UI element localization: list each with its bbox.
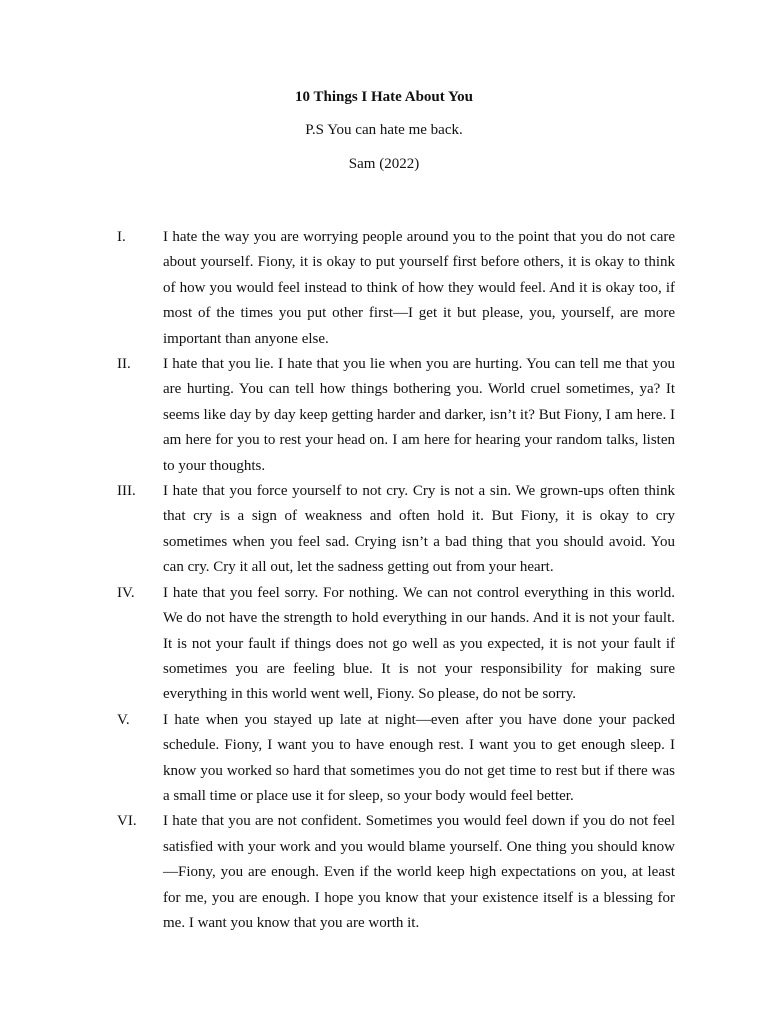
list-item-text: I hate that you lie. I hate that you lie when you are hurting. You can tell me that you are hurting. You can tell how things bothering you. World cruel sometimes, ya? It seems like day by day keep getting harder and darker, isn’t it? But Fiony, I am here. I am here for you to rest your head on. I am here for hearing your random talks, listen to your thoughts. xyxy=(163,356,675,474)
list-item xyxy=(0,708,768,810)
reasons-list xyxy=(0,225,768,936)
list-item xyxy=(0,352,768,479)
list-item-text: I hate that you are not confident. Sometimes you would feel down if you do not feel satisfied with your work and you would blame yourself. One thing you should know—Fiony, you are enough. Even if the world keep high expectations on you, at least for me, you are enough. I hope you know that your existence itself is a blessing for me. I want you know that you are worth it. xyxy=(163,813,675,931)
document-title: 10 Things I Hate About You xyxy=(295,89,473,105)
document-author: Sam (2022) xyxy=(348,156,420,172)
list-item xyxy=(0,581,768,708)
list-item-numeral: I. xyxy=(117,229,126,245)
list-item-text: I hate the way you are worrying people around you to the point that you do not care about yourself. Fiony, it is okay to put yourself first before others, it is okay to think of how you would feel instead to think of how they would feel. And it is okay too, if most of the times you put other first—I get it but please, you, yourself, are more important than anyone else. xyxy=(163,229,675,347)
list-item-numeral: II. xyxy=(117,356,131,373)
list-item-text: I hate when you stayed up late at night—even after you have done your packed schedule. Fiony, I want you to have enough rest. I want you to get enough sleep. I know you worked so hard that sometimes you do not get time to rest but if there was a small time or place use it for sleep, so your body would feel better. xyxy=(163,711,675,804)
list-item-numeral: III. xyxy=(117,483,136,500)
document-header xyxy=(0,88,768,173)
list-item-numeral: IV. xyxy=(117,584,135,601)
list-item xyxy=(0,809,768,936)
list-item-numeral: V. xyxy=(117,711,130,728)
list-item-numeral: VI. xyxy=(117,813,137,830)
list-item xyxy=(0,225,768,352)
list-item xyxy=(0,479,768,581)
list-item-text: I hate that you force yourself to not cry. Cry is not a sin. We grown-ups often think that cry is a sign of weakness and often hold it. But Fiony, it is okay to cry sometimes when you feel sad. Crying isn’t a bad thing that you should avoid. You can cry. Cry it all out, let the sadness getting out from your heart. xyxy=(163,483,675,576)
document-subtitle: P.S You can hate me back. xyxy=(305,122,463,138)
list-item-text: I hate that you feel sorry. For nothing. We can not control everything in this world. We do not have the strength to hold everything in our hands. And it is not your fault. It is not your fault if things does not go well as you expected, it is not your fault if sometimes you are feeling blue. It is not your responsibility for making sure everything in this world went well, Fiony. So please, do not be sorry. xyxy=(163,584,675,703)
